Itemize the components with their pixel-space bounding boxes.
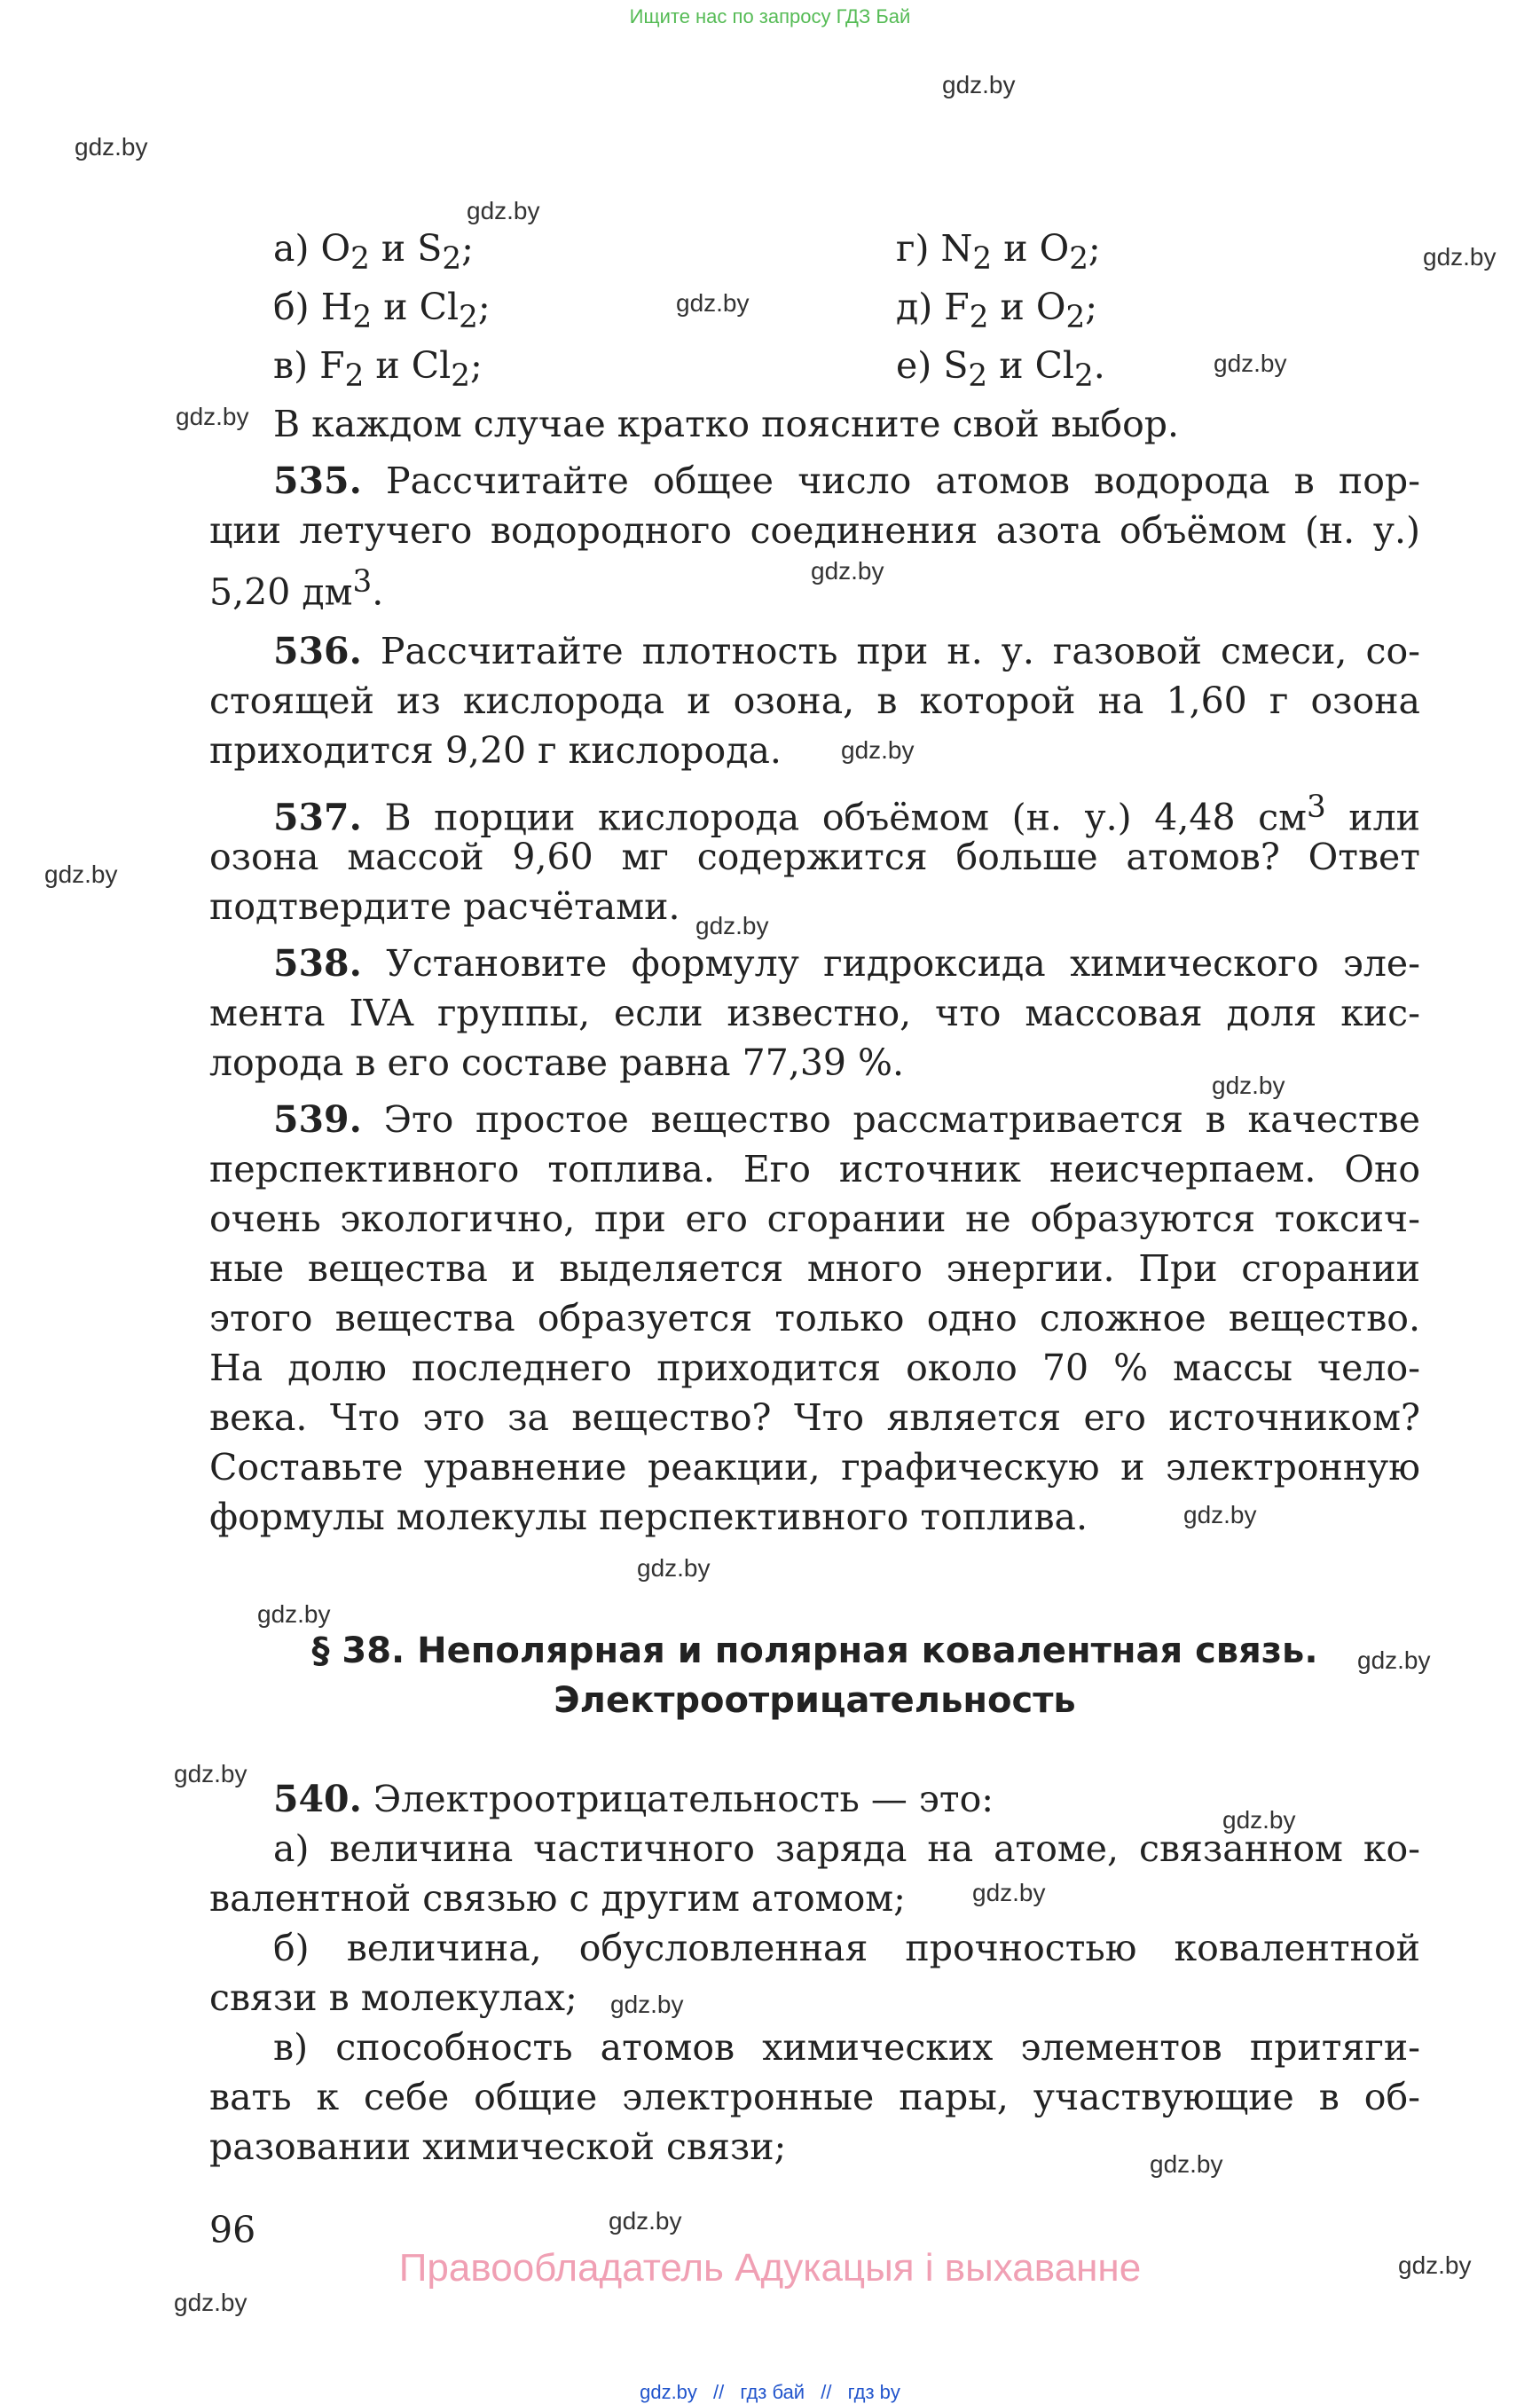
option-g: г) $N_2$ и $O_2$;	[896, 227, 1101, 278]
task-537-line: 537. В порции кислорода объёмом (н. у.) 4,48 $см^3$ или	[273, 790, 1420, 839]
option-e: е) $S_2$ и $Cl_2$.	[896, 344, 1105, 395]
option-a: а) $O_2$ и $S_2$;	[273, 227, 474, 278]
task-540-intro: 540. Электроотрицательность — это:	[273, 1778, 994, 1820]
task-539-line: этого вещества образуется только одно сложное вещество.	[209, 1297, 1420, 1339]
task-538-line: 538. Установите формулу гидроксида химического эле-	[273, 942, 1420, 985]
watermark: gdz.by	[174, 1760, 248, 1787]
task-540-option: валентной связью с другим атомом;	[209, 1877, 906, 1920]
watermark: gdz.by	[44, 860, 118, 888]
watermark: gdz.by	[467, 197, 540, 224]
option-b: б) $H_2$ и $Cl_2$;	[273, 286, 491, 336]
option-v: в) $F_2$ и $Cl_2$;	[273, 344, 483, 395]
copyright-notice: Правообладатель Адукацыя і выхаванне	[398, 2246, 1142, 2290]
task-540-option: разовании химической связи;	[209, 2125, 787, 2168]
task-539-line: 539. Это простое вещество рассматривается в качестве	[273, 1098, 1420, 1141]
task-540-option: а) величина частичного заряда на атоме, связанном ко-	[273, 1827, 1420, 1870]
footer-links	[0, 2381, 1540, 2404]
watermark: gdz.by	[1423, 243, 1497, 271]
task-539-line: На долю последнего приходится около 70 % массы чело-	[209, 1347, 1420, 1389]
watermark: gdz.by	[695, 912, 769, 939]
task-537-line: подтвердите расчётами.	[209, 885, 680, 928]
footer-separator: //	[821, 2381, 832, 2403]
footer-link[interactable]: gdz.by	[640, 2381, 697, 2403]
task-539-line: очень экологично, при его сгорании не образуются токсич-	[209, 1198, 1420, 1240]
task-540-option: б) величина, обусловленная прочностью ковалентной	[273, 1927, 1420, 1969]
section-title: § 38. Неполярная и полярная ковалентная связь.	[311, 1630, 1318, 1671]
footer-link[interactable]: гдз by	[847, 2381, 900, 2403]
task-536-line: 536. Рассчитайте плотность при н. у. газовой смеси, со-	[273, 630, 1420, 672]
task-537-line: озона массой 9,60 мг содержится больше атомов? Ответ	[209, 836, 1420, 878]
option-d: д) $F_2$ и $O_2$;	[896, 286, 1098, 336]
watermark: gdz.by	[176, 403, 249, 430]
task-538-line: мента IVA группы, если известно, что массовая доля кис-	[209, 992, 1420, 1034]
task-539-line: века. Что это за вещество? Что является его источником?	[209, 1396, 1420, 1439]
task-540-option: связи в молекулах;	[209, 1976, 578, 2019]
task-540-option: вать к себе общие электронные пары, участвующие в об-	[209, 2076, 1420, 2118]
footer-link[interactable]: гдз бай	[740, 2381, 805, 2403]
watermark: gdz.by	[942, 71, 1016, 98]
task-539-line: Составьте уравнение реакции, графическую и электронную	[209, 1446, 1420, 1489]
watermark: gdz.by	[676, 289, 750, 317]
section-subtitle: Электроотрицательность	[554, 1680, 1076, 1721]
task-536-line: стоящей из кислорода и озона, в которой на 1,60 г озона	[209, 680, 1420, 722]
task-535-line: 5,20 $дм^3$.	[209, 564, 384, 614]
watermark: gdz.by	[1183, 1501, 1257, 1528]
watermark: gdz.by	[1150, 2150, 1223, 2178]
task-540-option: в) способность атомов химических элементов притяги-	[273, 2026, 1420, 2069]
watermark: gdz.by	[1357, 1646, 1431, 1674]
watermark: gdz.by	[174, 2289, 248, 2316]
watermark: gdz.by	[75, 133, 148, 161]
watermark: gdz.by	[811, 557, 884, 585]
task-535-line: 535. Рассчитайте общее число атомов водорода в пор-	[273, 460, 1420, 502]
top-banner[interactable]: Ищите нас по запросу ГДЗ Бай	[629, 5, 911, 27]
watermark: gdz.by	[609, 2207, 682, 2235]
explain-line: В каждом случае кратко поясните свой выбор.	[273, 403, 1180, 445]
watermark: gdz.by	[1398, 2251, 1472, 2279]
task-539-line: перспективного топлива. Его источник неисчерпаем. Оно	[209, 1148, 1420, 1190]
watermark: gdz.by	[1214, 350, 1287, 377]
task-538-line: лорода в его составе равна 77,39 %.	[209, 1041, 905, 1084]
footer-separator: //	[713, 2381, 725, 2403]
watermark: gdz.by	[972, 1879, 1046, 1906]
task-535-line: ции летучего водородного соединения азота объёмом (н. у.)	[209, 509, 1420, 552]
watermark: gdz.by	[1222, 1806, 1296, 1834]
task-539-line: формулы молекулы перспективного топлива.	[209, 1496, 1088, 1538]
watermark: gdz.by	[1212, 1072, 1285, 1099]
watermark: gdz.by	[841, 736, 915, 764]
watermark: gdz.by	[257, 1600, 331, 1628]
watermark: gdz.by	[637, 1554, 711, 1582]
watermark: gdz.by	[610, 1991, 684, 2018]
page-number: 96	[209, 2209, 256, 2251]
task-536-line: приходится 9,20 г кислорода.	[209, 729, 782, 772]
task-539-line: ные вещества и выделяется много энергии. При сгорании	[209, 1247, 1420, 1290]
